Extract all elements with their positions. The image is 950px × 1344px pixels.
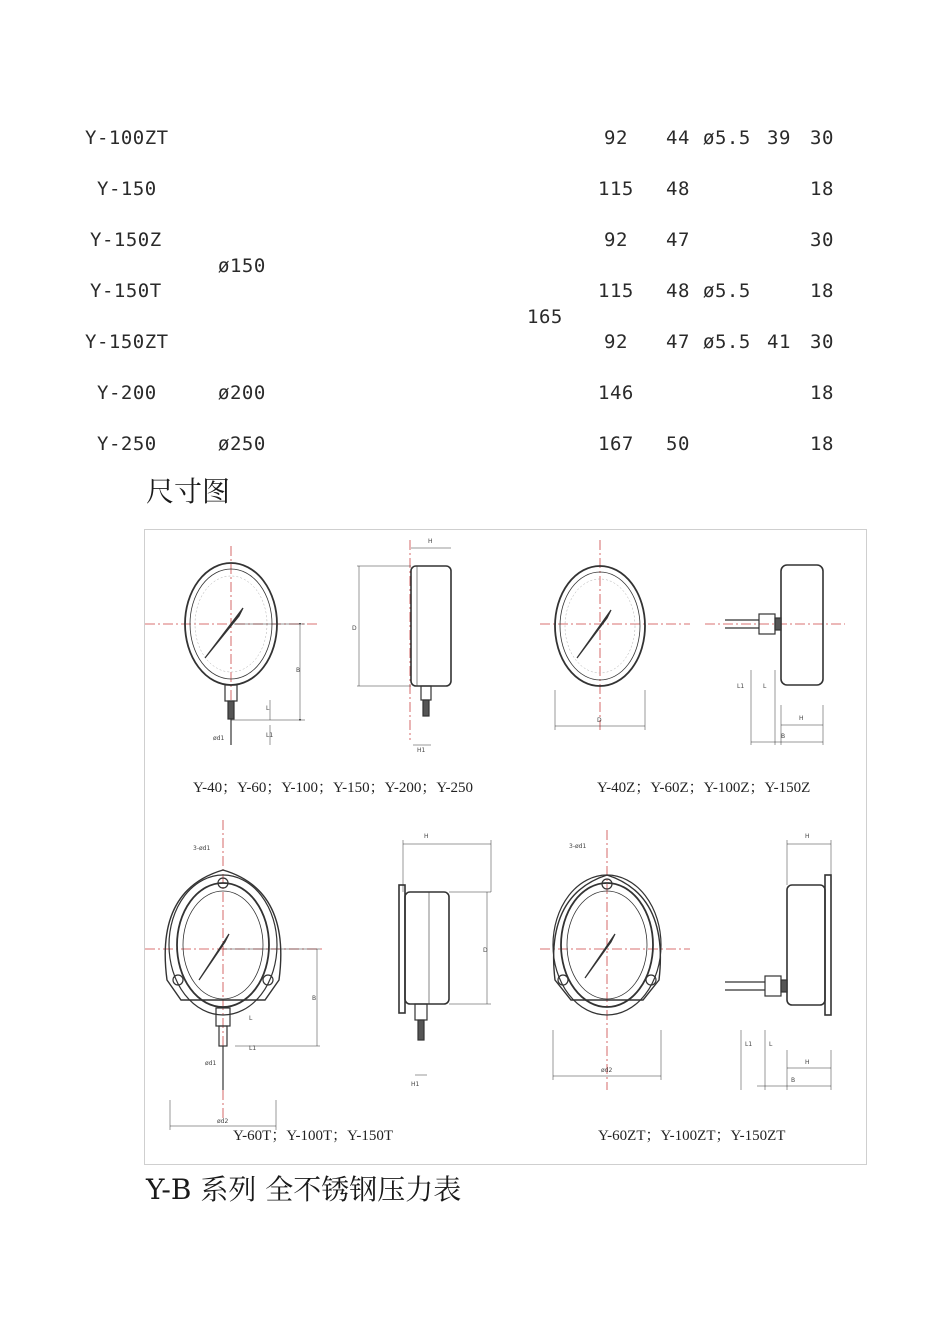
dim-label-d2: ød2 [217, 1118, 229, 1125]
dim-label-l1: L1 [249, 1045, 257, 1052]
caption-axial: Y-40Z；Y-60Z；Y-100Z；Y-150Z [597, 780, 811, 796]
model-cell: Y-250 [97, 433, 157, 455]
dim-label-b: B [312, 995, 317, 1002]
dim-label-h1: H1 [411, 1081, 420, 1088]
caption-axial-flange: Y-60ZT；Y-100ZT；Y-150ZT [598, 1128, 786, 1144]
g-cell: 18 [810, 178, 834, 200]
phi-cell: ø5.5 [703, 280, 751, 302]
g-cell: 30 [810, 229, 834, 251]
gauge-front-axial-flange [540, 830, 690, 1090]
dim-label-d1: ød1 [213, 735, 225, 742]
dim-label-d: D [483, 947, 488, 954]
b-cell: 92 [604, 127, 628, 149]
dim-label-l: L [266, 705, 270, 712]
dim-label-l1: L1 [266, 732, 274, 739]
dim-label-d1: ød1 [205, 1060, 217, 1067]
gauge-side-axial-flange [725, 840, 831, 1090]
dim-label-l1: L1 [745, 1041, 753, 1048]
dim-label-b: B [296, 667, 301, 674]
gauge-front-radial-flange [145, 820, 323, 1130]
model-cell: Y-150ZT [85, 331, 169, 353]
caption-radial-flange: Y-60T；Y-100T；Y-150T [233, 1128, 393, 1144]
dim-label-d: D [597, 717, 602, 724]
g-cell: 30 [810, 331, 834, 353]
dim-label-h1: H1 [417, 747, 426, 754]
footer-title: Y-B 系列 全不锈钢压力表 [146, 1173, 462, 1206]
h-cell: 50 [666, 433, 690, 455]
dim-label-d: D [352, 625, 357, 632]
dim-label-h: H [805, 1059, 810, 1066]
dim-label-l: L [769, 1041, 773, 1048]
h-cell: 47 [666, 331, 690, 353]
gauge-front-axial [540, 540, 690, 730]
dim-label-h: H [805, 833, 810, 840]
caption-radial: Y-40；Y-60；Y-100；Y-150；Y-200；Y-250 [193, 780, 473, 796]
b-cell: 115 [598, 178, 634, 200]
model-cell: Y-150Z [90, 229, 162, 251]
dimension-drawing [144, 529, 867, 1165]
gauge-side-radial [357, 540, 451, 745]
gauge-front-radial [145, 546, 320, 745]
b-cell: 92 [604, 229, 628, 251]
dim-label-h: H [424, 833, 429, 840]
h-cell: 47 [666, 229, 690, 251]
dim-label-l: L [249, 1015, 253, 1022]
g-cell: 18 [810, 280, 834, 302]
gauge-side-radial-flange [399, 840, 491, 1075]
model-cell: Y-150 [97, 178, 157, 200]
g-cell: 18 [810, 382, 834, 404]
h-cell: 48 [666, 280, 690, 302]
dim-label-hole: 3-ød1 [569, 843, 587, 850]
g-cell: 18 [810, 433, 834, 455]
gauge-side-axial [705, 565, 845, 745]
b-cell: 92 [604, 331, 628, 353]
l1-cell: 39 [767, 127, 791, 149]
h-cell: 48 [666, 178, 690, 200]
section-title: 尺寸图 [146, 475, 231, 508]
merged-165-cell: 165 [527, 306, 563, 328]
dim-label-h: H [428, 538, 433, 545]
d-cell: ø200 [218, 382, 266, 404]
model-cell: Y-200 [97, 382, 157, 404]
model-cell: Y-100ZT [85, 127, 169, 149]
l1-cell: 41 [767, 331, 791, 353]
h-cell: 44 [666, 127, 690, 149]
b-cell: 167 [598, 433, 634, 455]
dim-label-l1: L1 [737, 683, 745, 690]
g-cell: 30 [810, 127, 834, 149]
d-merged-cell: ø150 [218, 255, 266, 277]
phi-cell: ø5.5 [703, 331, 751, 353]
dim-label-hole: 3-ød1 [193, 845, 211, 852]
dim-label-d2: ød2 [601, 1067, 613, 1074]
dim-label-b: B [781, 733, 786, 740]
dim-label-l: L [763, 683, 767, 690]
phi-cell: ø5.5 [703, 127, 751, 149]
model-cell: Y-150T [90, 280, 162, 302]
b-cell: 115 [598, 280, 634, 302]
b-cell: 146 [598, 382, 634, 404]
dim-label-b: B [791, 1077, 796, 1084]
d-cell: ø250 [218, 433, 266, 455]
dim-label-h: H [799, 715, 804, 722]
